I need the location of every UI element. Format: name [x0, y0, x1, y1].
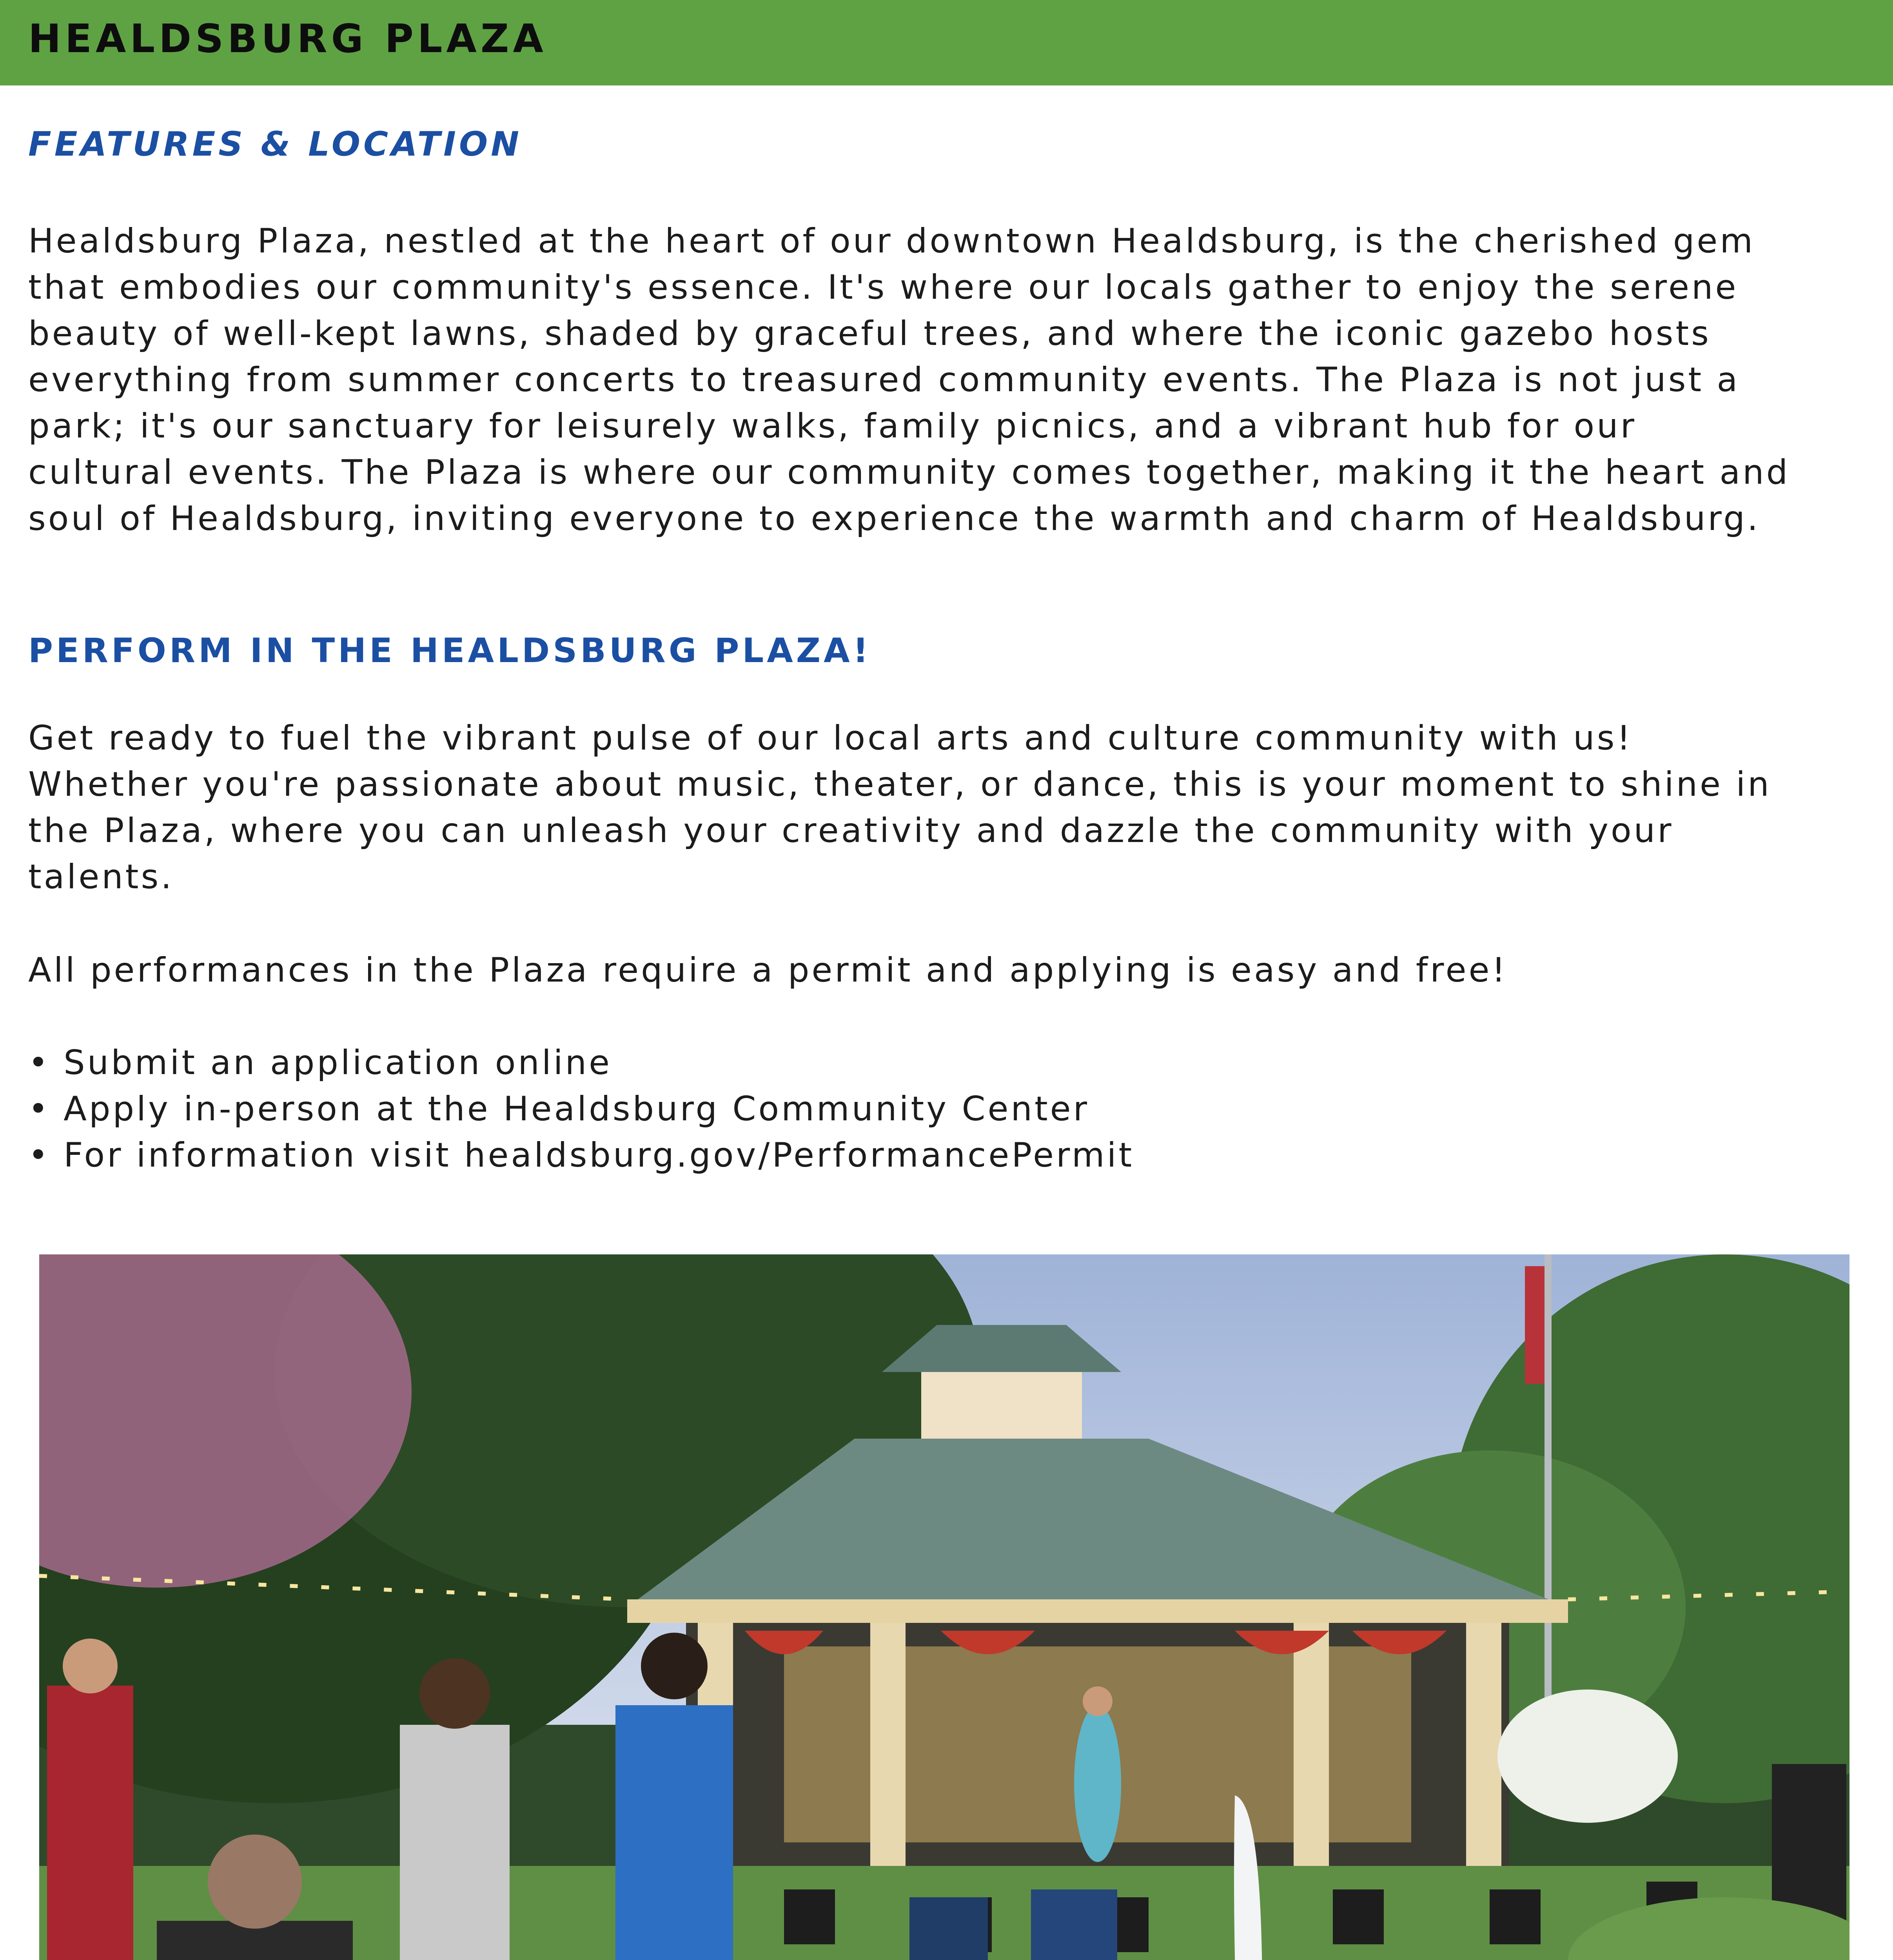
perform-line: the Plaza, where you can unleash your creativity and dazzle the community with your — [28, 811, 1674, 850]
features-line: beauty of well-kept lawns, shaded by graceful trees, and where the iconic gazebo hosts — [28, 314, 1711, 353]
perform-line: talents. — [28, 857, 174, 897]
features-line: park; it's our sanctuary for leisurely walks, family picnics, and a vibrant hub for our — [28, 407, 1637, 446]
features-line: that embodies our community's essence. It's where our locals gather to enjoy the serene — [28, 268, 1739, 307]
plaza-gazebo-photo — [39, 1254, 1849, 1960]
features-heading: FEATURES & LOCATION — [28, 125, 523, 164]
bullet-item: • Apply in-person at the Healdsburg Community Center — [28, 1089, 1089, 1129]
perform-line: Get ready to fuel the vibrant pulse of our local arts and culture community with us! — [28, 719, 1633, 758]
bullet-item: • For information visit healdsburg.gov/PerformancePermit — [28, 1136, 1134, 1175]
features-line: Healdsburg Plaza, nestled at the heart of our downtown Healdsburg, is the cherished gem — [28, 221, 1755, 261]
permit-note: All performances in the Plaza require a permit and applying is easy and free! — [28, 951, 1508, 990]
perform-heading: PERFORM IN THE HEALDSBURG PLAZA! — [28, 631, 871, 670]
perform-line: Whether you're passionate about music, theater, or dance, this is your moment to shine in — [28, 765, 1771, 804]
page-title: HEALDSBURG PLAZA — [28, 16, 547, 62]
features-line: soul of Healdsburg, inviting everyone to experience the warmth and charm of Healdsburg. — [28, 499, 1761, 538]
features-line: cultural events. The Plaza is where our community comes together, making it the heart and — [28, 453, 1790, 492]
features-line: everything from summer concerts to treasured community events. The Plaza is not just a — [28, 360, 1740, 399]
bullet-item: • Submit an application online — [28, 1043, 612, 1082]
